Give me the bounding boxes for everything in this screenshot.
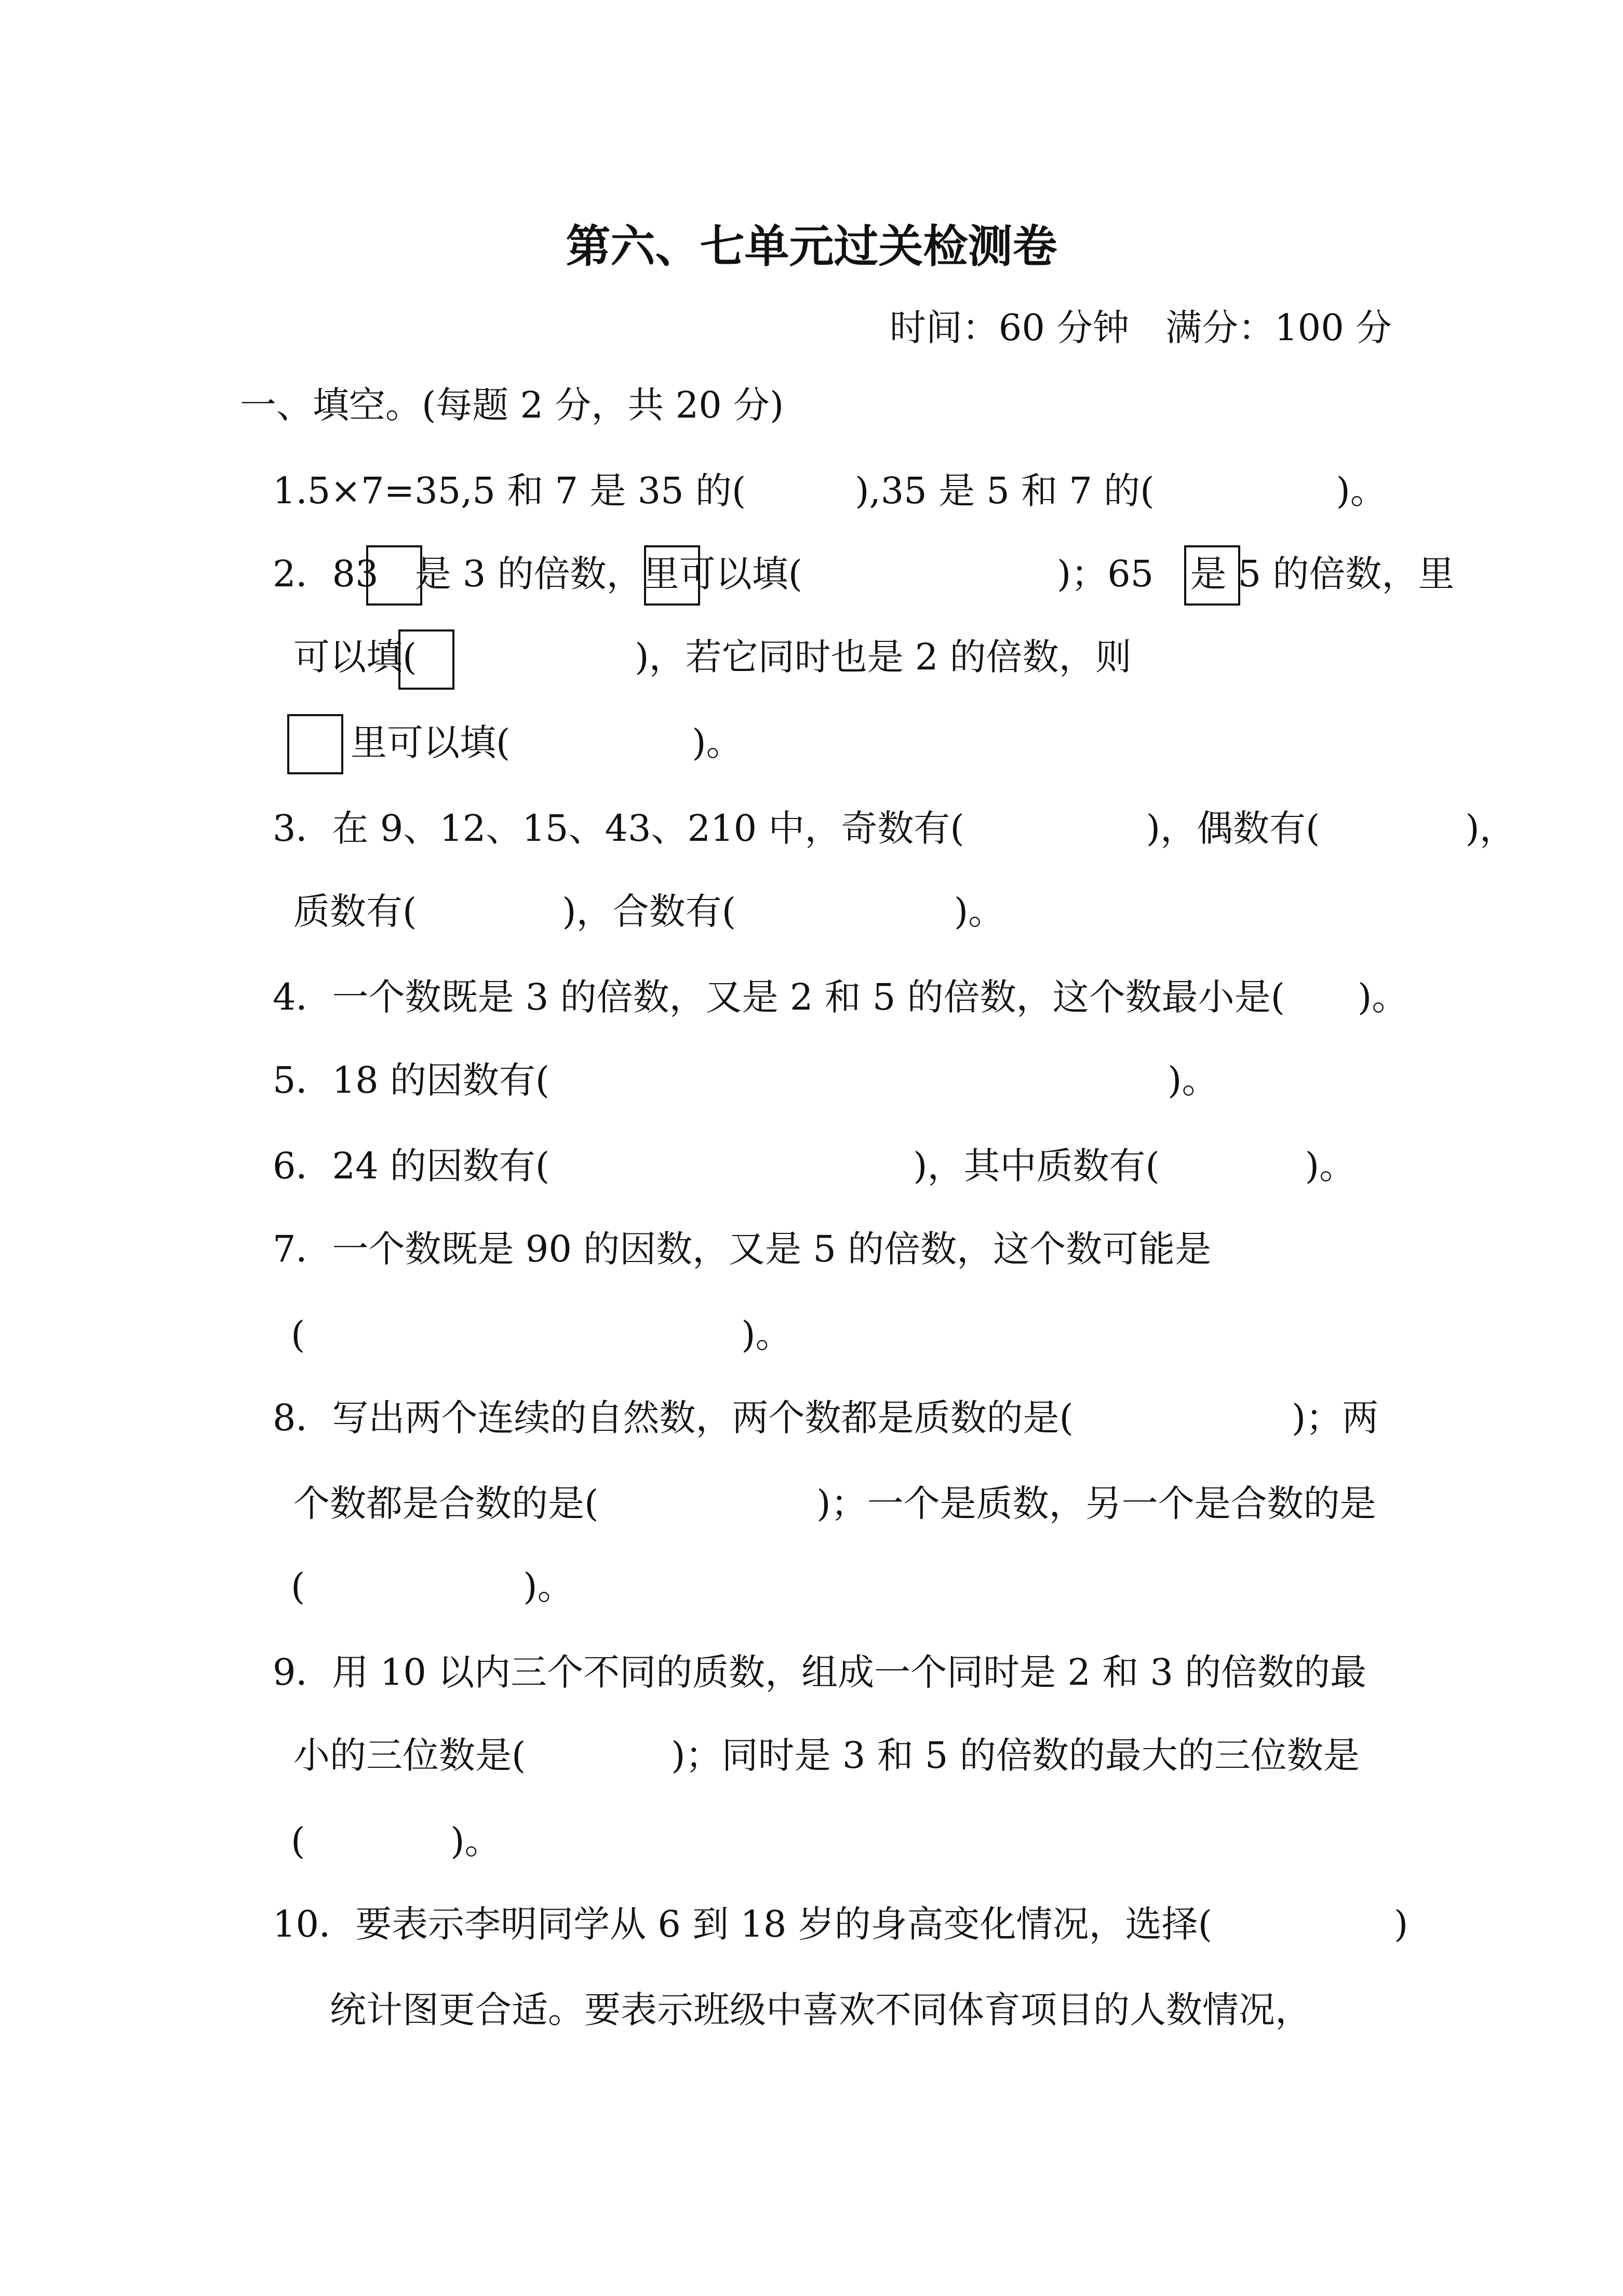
question-7-line-2: ( )。 [291, 1313, 792, 1356]
question-9-line-2: 小的三位数是( )；同时是 3 和 5 的倍数的最大的三位数是 [293, 1734, 1360, 1777]
answer-box [398, 629, 454, 690]
section-heading: 一、填空。(每题 2 分，共 20 分) [240, 384, 784, 426]
page-title: 第六、七单元过关检测卷 [566, 221, 1057, 273]
question-5: 5．18 的因数有( )。 [273, 1059, 1218, 1102]
question-9-line-3: ( )。 [291, 1820, 501, 1862]
question-7-line-1: 7．一个数既是 90 的因数，又是 5 的倍数，这个数可能是 [273, 1228, 1212, 1270]
question-8-line-3: ( )。 [291, 1565, 574, 1608]
question-8-line-1: 8．写出两个连续的自然数，两个数都是质数的是( )；两 [273, 1397, 1379, 1439]
question-8-line-2: 个数都是合数的是( )；一个是质数，另一个是合数的是 [293, 1482, 1376, 1525]
question-2-line-1: 2．83 是 3 的倍数，里可以填( )；65 是 5 的倍数，里 [273, 553, 1455, 595]
question-1: 1.5×7=35,5 和 7 是 35 的( ),35 是 5 和 7 的( )。 [273, 469, 1387, 512]
answer-box [366, 545, 422, 606]
question-2-line-3: 里可以填( )。 [351, 721, 743, 764]
answer-box [1184, 545, 1240, 606]
question-3-line-2: 质数有( )，合数有( )。 [293, 890, 1005, 933]
exam-meta: 时间：60 分钟 满分：100 分 [889, 306, 1392, 349]
question-10-line-1: 10．要表示李明同学从 6 到 18 岁的身高变化情况，选择( ) [273, 1903, 1409, 1945]
answer-box [644, 545, 700, 606]
question-2-line-2: 可以填( )，若它同时也是 2 的倍数，则 [293, 636, 1132, 678]
question-6: 6．24 的因数有( )，其中质数有( )。 [273, 1145, 1356, 1187]
question-9-line-1: 9．用 10 以内三个不同的质数，组成一个同时是 2 和 3 的倍数的最 [273, 1651, 1367, 1694]
answer-box [287, 714, 343, 774]
question-3-line-1: 3．在 9、12、15、43、210 中，奇数有( )，偶数有( )， [273, 807, 1516, 850]
question-4: 4．一个数既是 3 的倍数，又是 2 和 5 的倍数，这个数最小是( )。 [273, 976, 1409, 1018]
question-10-line-2: 统计图更合适。要表示班级中喜欢不同体育项目的人数情况， [330, 1989, 1311, 2031]
